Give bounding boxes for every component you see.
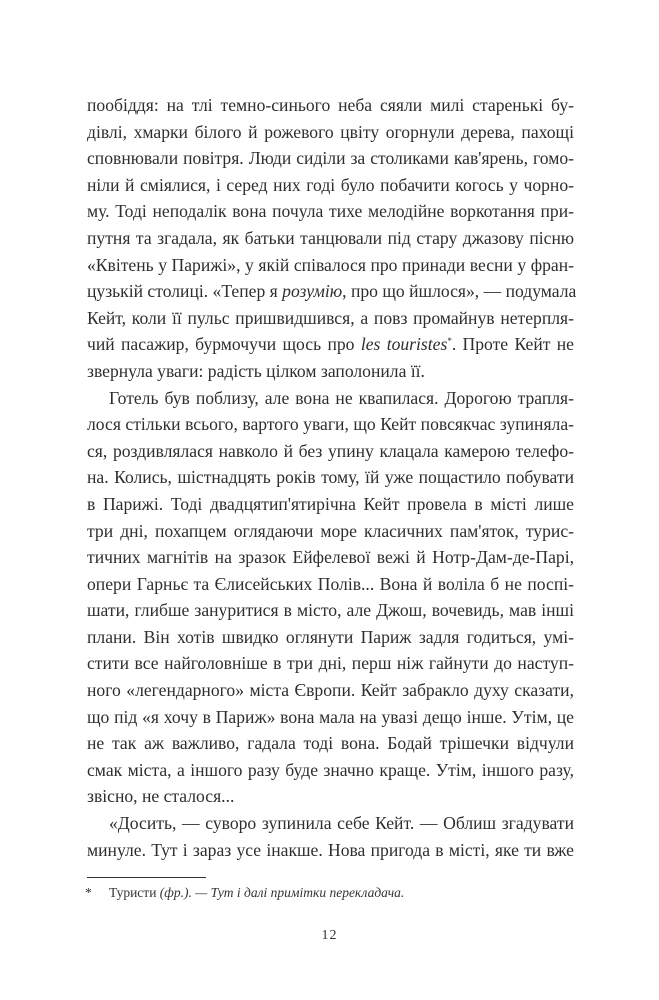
text-line xyxy=(87,624,574,651)
text-line xyxy=(87,597,574,624)
text-segment: шати, глибше зануритися в місто, але Джош, вочевидь, мав інші xyxy=(87,600,574,621)
body-text xyxy=(87,92,577,863)
text-segment: «Квітень у Парижі», у якій співалося про принади весни у фран- xyxy=(87,254,574,275)
footnote-mark: * xyxy=(85,885,92,900)
text-line xyxy=(87,757,574,784)
text-line xyxy=(87,677,574,704)
footnote-text: Туристи xyxy=(109,885,160,900)
text-segment: Кейт, коли її пульс пришвидшився, а повз промайнув нетерпля- xyxy=(87,307,574,328)
italic-text: розумію xyxy=(282,281,343,302)
text-segment: му. Тоді неподалік вона почула тихе мелодійне воркотання при- xyxy=(87,201,574,222)
text-segment: дівлі, хмарки білого й рожевого цвіту огорнули дерева, пахощі xyxy=(87,121,574,142)
text-segment: , про що йшлося», — подумала xyxy=(342,281,577,302)
text-line xyxy=(87,278,577,305)
text-segment: ного «легендарного» міста Європи. Кейт забракло духу сказати, xyxy=(87,680,574,701)
text-line xyxy=(87,305,574,332)
text-segment: стити все найголовніше в три дні, перш ніж гайнути до наступ- xyxy=(87,653,574,674)
italic-text: les touristes xyxy=(360,334,448,355)
text-segment: «Досить, — суворо зупинила себе Кейт. — Облиш згадувати xyxy=(109,813,574,834)
text-line xyxy=(87,331,574,358)
text-segment: чий пасажир, бурмочучи щось про xyxy=(87,334,361,355)
text-line xyxy=(87,119,574,146)
text-line xyxy=(87,544,574,571)
text-segment: в Парижі. Тоді двадцятип'ятирічна Кейт провела в місті лише xyxy=(87,493,574,514)
text-segment: сповнювали повітря. Люди сиділи за столиками кав'ярень, гомо- xyxy=(87,148,574,169)
text-segment: плани. Він хотів швидко оглянути Париж задля годиться, умі- xyxy=(87,626,574,647)
footnote xyxy=(85,883,404,903)
text-segment: звісно, не сталося... xyxy=(87,786,235,807)
text-line xyxy=(87,411,574,438)
text-line xyxy=(87,145,574,172)
text-segment: ся, роздивлялася навколо й без упину клацала камерою телефо- xyxy=(87,440,574,461)
text-segment: лося стільки всього, вартого уваги, що Кейт повсякчас зупиняла- xyxy=(87,414,574,435)
text-segment: ніли й сміялися, і серед них годі було побачити когось у чорно- xyxy=(87,174,574,195)
text-line xyxy=(87,571,574,598)
text-line xyxy=(87,650,574,677)
text-line xyxy=(87,837,574,864)
text-line xyxy=(87,704,574,731)
text-segment: Готель був поблизу, але вона не квапилася. Дорогою трапля- xyxy=(109,387,574,408)
footnote-note: — Тут і далі примітки перекладача. xyxy=(191,885,405,900)
text-segment: минуле. Тут і зараз усе інакше. Нова пригода в місті, яке ти вже xyxy=(87,839,574,860)
text-segment: три дні, похапцем оглядаючи море класичних пам'яток, турис- xyxy=(87,520,574,541)
text-segment: що під «я хочу в Париж» вона мала на увазі дещо інше. Утім, це xyxy=(87,706,574,727)
footnote-abbr: (фр.). xyxy=(159,885,192,900)
text-line xyxy=(87,783,574,810)
text-segment: пообіддя: на тлі темно-синього неба сяяли милі старенькі бу- xyxy=(87,95,574,115)
text-segment: звернула уваги: радість цілком заполонила її. xyxy=(87,360,425,381)
text-line xyxy=(87,358,574,385)
text-segment: . Проте Кейт не xyxy=(451,334,574,355)
text-segment: тичних магнітів на зразок Ейфелевої вежі й Нотр-Дам-де-Парі, xyxy=(87,547,574,568)
text-line xyxy=(87,464,574,491)
text-segment: путня та згадала, як батьки танцювали під стару джазову пісню xyxy=(87,227,574,248)
text-line xyxy=(87,252,574,279)
footnote-divider xyxy=(87,877,206,878)
text-segment: не так аж важливо, гадала тоді вона. Бодай трішечки відчули xyxy=(87,733,574,754)
page-number: 12 xyxy=(321,928,338,943)
text-segment: цузькій столиці. «Тепер я xyxy=(87,281,283,302)
text-segment: опери Гарньє та Єлисейських Полів... Вона й воліла б не поспі- xyxy=(87,573,574,594)
text-segment: на. Колись, шістнадцять років тому, їй уже пощастило побувати xyxy=(87,467,574,488)
text-line xyxy=(87,198,574,225)
text-line xyxy=(87,385,574,412)
text-segment: смак міста, а іншого разу буде значно краще. Утім, іншого разу, xyxy=(87,759,574,780)
text-line xyxy=(87,730,574,757)
text-line xyxy=(87,491,574,518)
text-line xyxy=(87,92,574,119)
text-line xyxy=(87,810,574,837)
text-line xyxy=(87,172,574,199)
text-line xyxy=(87,518,574,545)
text-line xyxy=(87,225,574,252)
text-line xyxy=(87,438,574,465)
footnote-reference: * xyxy=(447,336,452,347)
